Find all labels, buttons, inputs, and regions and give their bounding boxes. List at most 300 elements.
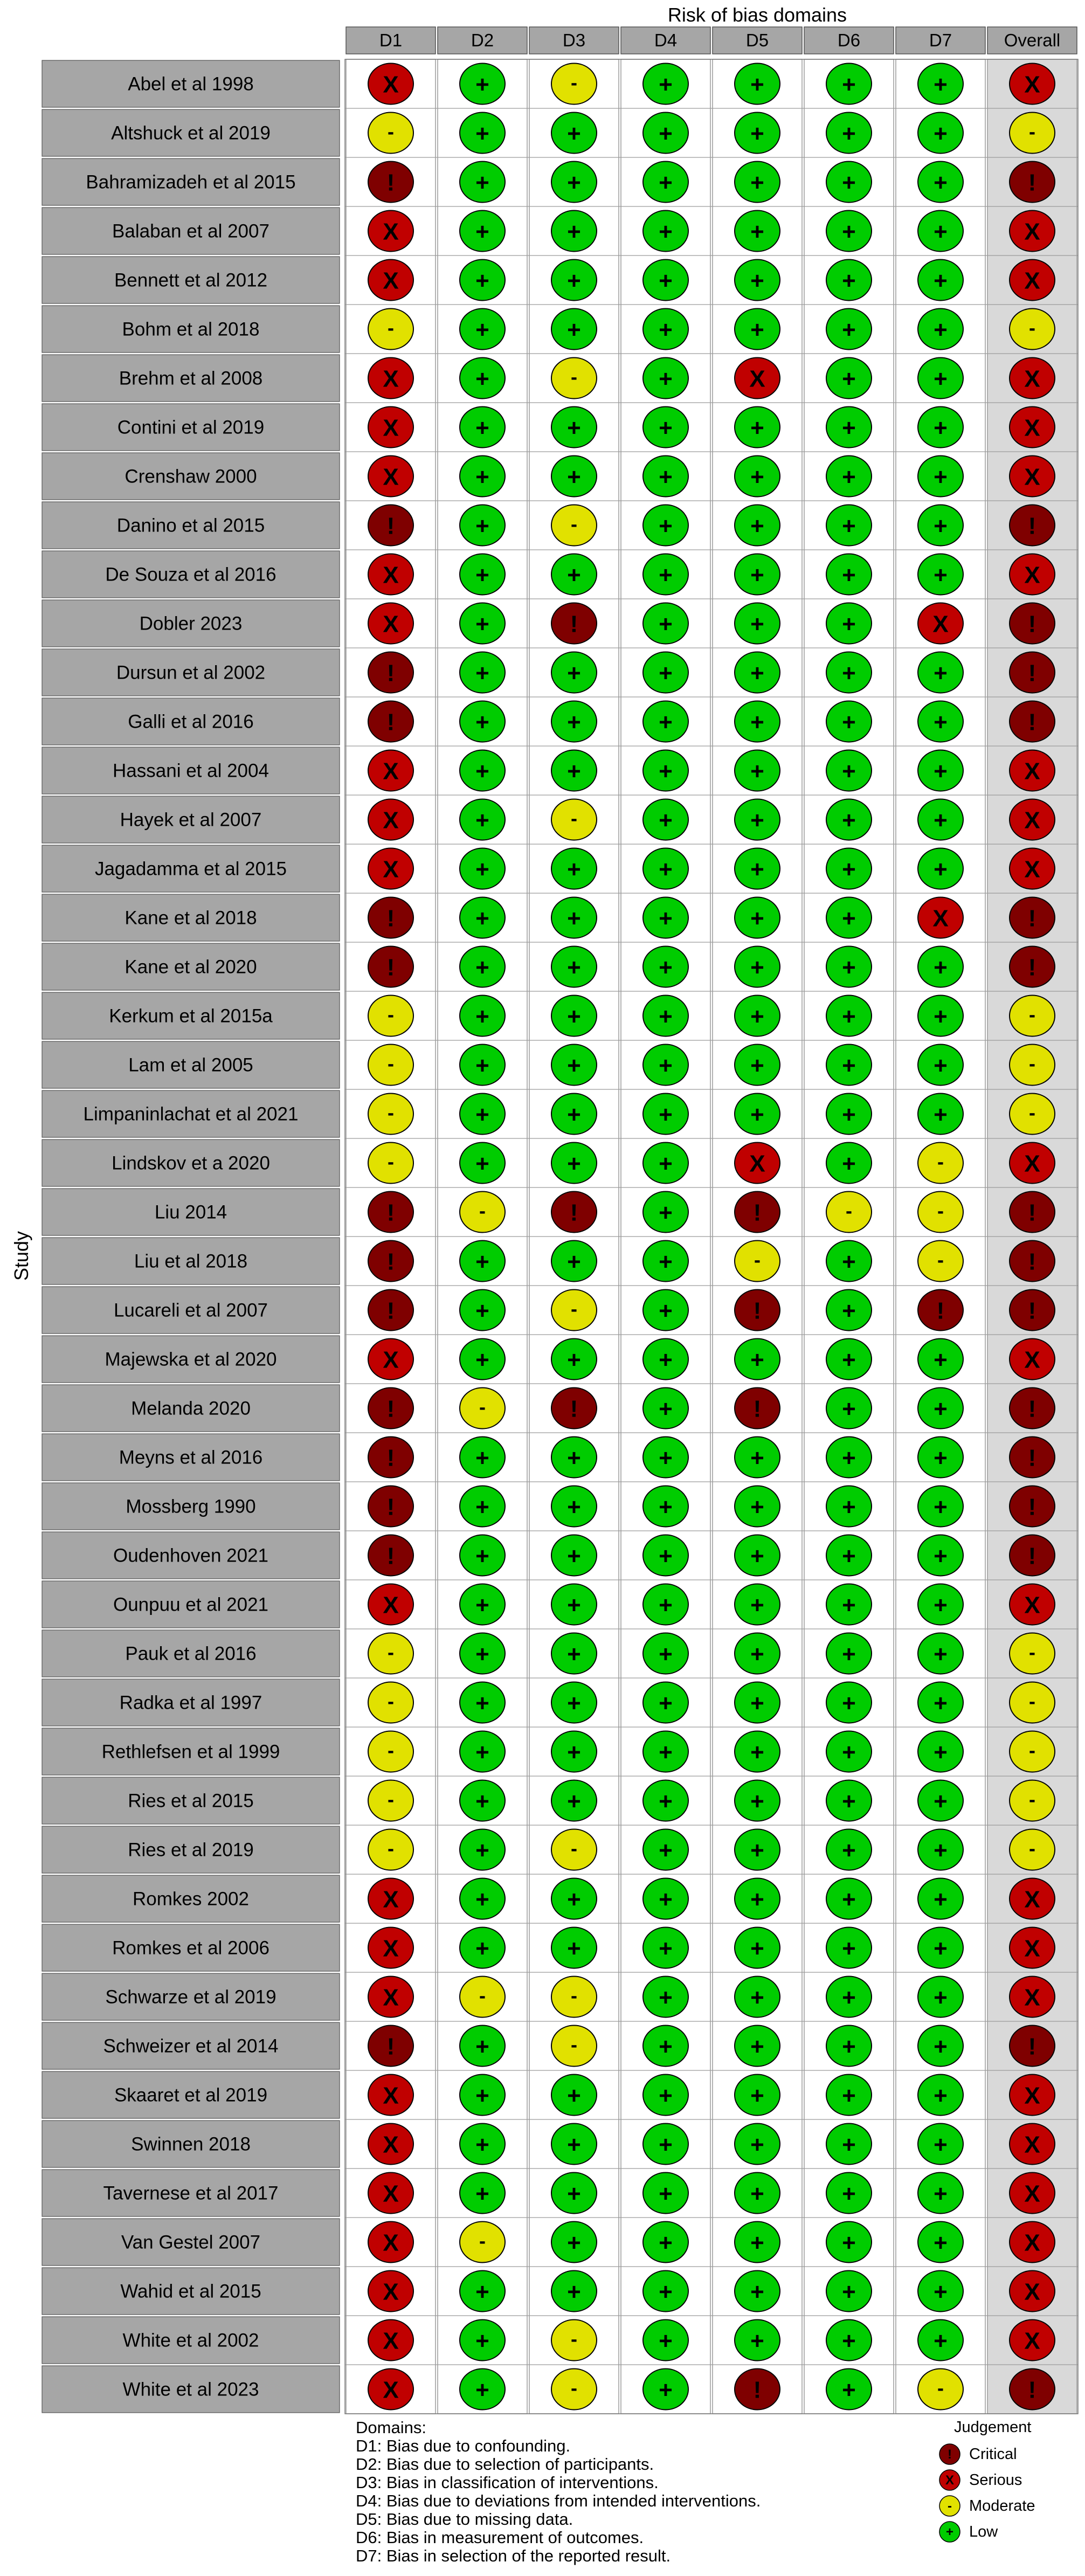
study-label: Hassani et al 2004	[113, 760, 269, 782]
rating-low-symbol: +	[567, 1445, 581, 1472]
rating-low-symbol: +	[934, 169, 948, 196]
rating-low-symbol: +	[842, 1248, 856, 1275]
rating-critical-symbol: !	[570, 1396, 578, 1422]
rating-low-symbol: +	[842, 1739, 856, 1766]
rating-low-symbol: +	[750, 1886, 764, 1913]
judgement-legend	[938, 2419, 1083, 2545]
rating-critical-symbol: !	[1028, 1396, 1036, 1422]
rating-low-symbol: +	[659, 1788, 673, 1815]
rating-low-symbol: +	[659, 1445, 673, 1472]
rating-critical-symbol: !	[936, 1297, 945, 1324]
rating-moderate-symbol: -	[937, 1248, 944, 1271]
study-label: Schweizer et al 2014	[103, 2035, 279, 2057]
rating-moderate-symbol: -	[571, 2377, 577, 2399]
rating-low-symbol: +	[659, 905, 673, 932]
rating-low-symbol: +	[567, 1248, 581, 1275]
rating-serious-symbol: X	[383, 2082, 399, 2109]
rating-low-symbol: +	[842, 1935, 856, 1962]
rating-low-symbol: +	[659, 1494, 673, 1521]
study-label: Mossberg 1990	[126, 1496, 256, 1517]
rating-critical-symbol: !	[1028, 1543, 1036, 1570]
rating-moderate-symbol: -	[1029, 1690, 1035, 1712]
rating-low-symbol: +	[567, 1346, 581, 1373]
rating-low-symbol: +	[659, 2082, 673, 2109]
rating-low-symbol: +	[934, 758, 948, 785]
rating-critical-symbol: !	[1028, 2033, 1036, 2060]
column-header-d5: D5	[745, 30, 769, 50]
rating-low-symbol: +	[475, 120, 489, 147]
rating-low-symbol: +	[659, 1248, 673, 1275]
judgement-legend-low	[938, 2519, 1083, 2545]
rating-critical-symbol: !	[386, 1494, 395, 1521]
rating-low-symbol: +	[842, 856, 856, 883]
rating-low-symbol: +	[934, 1788, 948, 1815]
rating-low-symbol: +	[750, 2033, 764, 2060]
study-label: Rethlefsen et al 1999	[101, 1741, 280, 1763]
rating-low-symbol: +	[750, 2328, 764, 2354]
study-label: White et al 2023	[122, 2379, 259, 2400]
rating-moderate-symbol: -	[571, 2033, 577, 2056]
rating-serious-symbol: X	[383, 807, 399, 834]
study-label: Bohm et al 2018	[122, 319, 260, 340]
study-label: De Souza et al 2016	[105, 564, 277, 585]
column-header-d1: D1	[379, 30, 403, 50]
rating-low-symbol: +	[659, 1052, 673, 1079]
rating-serious-symbol: X	[383, 1592, 399, 1619]
rating-moderate-symbol: -	[571, 71, 577, 94]
rating-low-symbol: +	[475, 954, 489, 981]
domains-legend-title: Domains:	[356, 2418, 426, 2437]
rating-low-symbol: +	[750, 2180, 764, 2207]
study-label: Romkes 2002	[133, 1888, 249, 1910]
rating-critical-symbol: !	[1028, 1248, 1036, 1275]
rating-critical-symbol: !	[386, 660, 395, 687]
rating-critical-symbol: !	[386, 169, 395, 196]
rating-serious-symbol: X	[383, 1984, 399, 2011]
rating-low-symbol: +	[659, 1592, 673, 1619]
rating-low-symbol: +	[475, 1935, 489, 1962]
rating-low-symbol: +	[475, 2180, 489, 2207]
rating-low-symbol: +	[842, 1788, 856, 1815]
rating-low-symbol: +	[567, 415, 581, 441]
rating-low-symbol: +	[567, 1641, 581, 1668]
column-header-overall: Overall	[1004, 30, 1061, 50]
rating-low-symbol: +	[842, 1641, 856, 1668]
rating-low-symbol: +	[750, 807, 764, 834]
study-label: Danino et al 2015	[116, 515, 265, 536]
rating-low-symbol: +	[567, 954, 581, 981]
domain-definition-d2: D2: Bias due to selection of participants.	[356, 2455, 654, 2474]
rating-low-symbol: +	[659, 218, 673, 245]
rating-low-symbol: +	[475, 1543, 489, 1570]
study-label: Melanda 2020	[131, 1398, 251, 1419]
rating-low-symbol: +	[750, 1052, 764, 1079]
rating-low-symbol: +	[842, 562, 856, 589]
rating-low-symbol: +	[475, 1494, 489, 1521]
rating-low-symbol: +	[842, 415, 856, 441]
rating-low-symbol: +	[842, 2180, 856, 2207]
rating-low-symbol: +	[934, 1739, 948, 1766]
rating-low-symbol: +	[475, 2377, 489, 2404]
rating-low-symbol: +	[475, 1346, 489, 1373]
rating-low-symbol: +	[934, 1396, 948, 1422]
rating-low-symbol: +	[475, 1837, 489, 1864]
rating-serious-symbol: X	[1024, 267, 1040, 294]
rating-low-symbol: +	[659, 1297, 673, 1324]
rating-serious-symbol: X	[383, 2229, 399, 2256]
rating-low-symbol: +	[842, 169, 856, 196]
rating-low-symbol: +	[659, 954, 673, 981]
rating-low-symbol: +	[842, 758, 856, 785]
study-label: Pauk et al 2016	[125, 1643, 257, 1665]
rating-serious-symbol: X	[932, 611, 949, 638]
rating-low-symbol: +	[567, 562, 581, 589]
study-label: Schwarze et al 2019	[105, 1986, 277, 2008]
rating-critical-symbol: !	[1028, 2377, 1036, 2404]
rating-critical-symbol: !	[386, 1543, 395, 1570]
rating-low-symbol: +	[659, 2180, 673, 2207]
rating-moderate-symbol: -	[937, 2377, 944, 2399]
judgement-legend-moderate	[938, 2493, 1083, 2519]
rating-low-symbol: +	[567, 1003, 581, 1030]
rating-serious-symbol: X	[1024, 2278, 1040, 2305]
rating-low-symbol: +	[842, 218, 856, 245]
rating-critical-symbol: !	[1028, 905, 1036, 932]
rating-serious-symbol: X	[383, 2377, 399, 2404]
rating-serious-symbol: X	[383, 415, 399, 441]
rating-low-symbol: +	[934, 365, 948, 392]
rating-low-symbol: +	[567, 120, 581, 147]
rating-low-symbol: +	[750, 415, 764, 441]
rating-low-symbol: +	[659, 2229, 673, 2256]
rating-low-symbol: +	[475, 1739, 489, 1766]
rating-low-symbol: +	[475, 513, 489, 540]
study-label: Ounpuu et al 2021	[113, 1594, 269, 1615]
rating-moderate-symbol: -	[479, 2229, 486, 2252]
rating-serious-symbol: X	[1024, 1984, 1040, 2011]
rating-low-symbol: +	[934, 267, 948, 294]
rating-low-symbol: +	[934, 464, 948, 491]
rating-serious-symbol: X	[749, 1150, 765, 1177]
rating-serious-symbol: X	[383, 2278, 399, 2305]
rating-low-symbol: +	[475, 807, 489, 834]
rating-low-symbol: +	[934, 71, 948, 98]
rating-moderate-symbol: -	[1029, 1837, 1035, 1860]
rating-low-symbol: +	[934, 1641, 948, 1668]
rating-low-symbol: +	[659, 1641, 673, 1668]
rating-serious-symbol: X	[1024, 1935, 1040, 1962]
rating-low-symbol: +	[659, 758, 673, 785]
rating-low-symbol: +	[659, 1150, 673, 1177]
study-label: Limpaninlachat et al 2021	[83, 1103, 299, 1125]
study-label: Galli et al 2016	[128, 711, 254, 733]
rating-serious-symbol: X	[1024, 856, 1040, 883]
rating-low-symbol: +	[475, 1788, 489, 1815]
rating-serious-symbol: X	[1024, 562, 1040, 589]
rating-low-symbol: +	[475, 1297, 489, 1324]
rating-low-symbol: +	[567, 316, 581, 343]
study-label: Jagadamma et al 2015	[94, 858, 287, 880]
rating-serious-symbol: X	[383, 2328, 399, 2354]
rating-low-symbol: +	[934, 2180, 948, 2207]
rating-serious-symbol: X	[383, 218, 399, 245]
rating-low-symbol: +	[567, 1052, 581, 1079]
study-label: Dobler 2023	[139, 613, 243, 634]
study-label: Altshuck et al 2019	[111, 122, 271, 144]
rating-low-symbol: +	[842, 1984, 856, 2011]
study-label: Lam et al 2005	[128, 1054, 253, 1076]
study-label: Swinnen 2018	[131, 2133, 251, 2155]
domain-definition-d1: D1: Bias due to confounding.	[356, 2436, 571, 2455]
rating-low-symbol: +	[842, 1101, 856, 1128]
study-label: Ries et al 2015	[128, 1790, 254, 1812]
svg-text:-: -	[948, 2499, 952, 2513]
rating-low-symbol: +	[475, 2033, 489, 2060]
rating-moderate-symbol: -	[571, 1984, 577, 2007]
rating-low-symbol: +	[659, 71, 673, 98]
column-header-d4: D4	[654, 30, 678, 50]
judgement-label-low: Low	[969, 2523, 998, 2540]
rating-low-symbol: +	[842, 1346, 856, 1373]
rating-moderate-symbol: -	[479, 1199, 486, 1222]
rating-low-symbol: +	[750, 954, 764, 981]
rating-low-symbol: +	[475, 169, 489, 196]
svg-text:!: !	[948, 2447, 952, 2462]
rating-low-symbol: +	[750, 660, 764, 687]
rating-moderate-symbol: -	[571, 513, 577, 535]
column-header-d6: D6	[837, 30, 861, 50]
rating-low-symbol: +	[842, 1150, 856, 1177]
rating-low-symbol: +	[750, 1346, 764, 1373]
study-label: Kerkum et al 2015a	[109, 1005, 273, 1027]
rating-low-symbol: +	[842, 660, 856, 687]
rating-critical-symbol: !	[386, 1297, 395, 1324]
plot-area	[42, 27, 1078, 2414]
rating-moderate-symbol: -	[1029, 120, 1035, 143]
rating-low-symbol: +	[842, 365, 856, 392]
rating-low-symbol: +	[567, 709, 581, 736]
rating-low-symbol: +	[659, 1396, 673, 1422]
judgement-legend-serious	[938, 2467, 1083, 2493]
study-label: Dursun et al 2002	[116, 662, 266, 683]
rating-low-symbol: +	[567, 2131, 581, 2158]
rating-low-symbol: +	[750, 1641, 764, 1668]
rating-low-symbol: +	[934, 1101, 948, 1128]
chart-title: Risk of bias domains	[667, 4, 847, 26]
rating-moderate-symbol: -	[479, 1984, 486, 2007]
rating-low-symbol: +	[934, 1494, 948, 1521]
rating-low-symbol: +	[475, 218, 489, 245]
rating-moderate-symbol: -	[1029, 1101, 1035, 1124]
rating-low-symbol: +	[842, 464, 856, 491]
rating-critical-symbol: !	[1028, 513, 1036, 540]
rating-serious-symbol: X	[383, 365, 399, 392]
rating-low-symbol: +	[842, 1494, 856, 1521]
rating-low-symbol: +	[842, 905, 856, 932]
rating-moderate-symbol: -	[846, 1199, 852, 1222]
rating-low-symbol: +	[842, 2377, 856, 2404]
rating-low-symbol: +	[934, 1935, 948, 1962]
rating-low-symbol: +	[750, 316, 764, 343]
rating-low-symbol: +	[475, 1003, 489, 1030]
rating-low-symbol: +	[475, 1641, 489, 1668]
rating-low-symbol: +	[659, 1003, 673, 1030]
rating-low-symbol: +	[659, 120, 673, 147]
rating-low-symbol: +	[750, 464, 764, 491]
study-label: Romkes et al 2006	[112, 1937, 269, 1959]
rating-low-symbol: +	[842, 1297, 856, 1324]
rating-low-symbol: +	[659, 1984, 673, 2011]
rating-moderate-symbol: -	[388, 1739, 394, 1762]
domain-definition-d4: D4: Bias due to deviations from intended interventions.	[356, 2491, 761, 2510]
rating-low-symbol: +	[842, 2131, 856, 2158]
rating-low-symbol: +	[475, 1690, 489, 1717]
rating-low-symbol: +	[842, 1592, 856, 1619]
rating-low-symbol: +	[567, 2278, 581, 2305]
rating-low-symbol: +	[934, 1984, 948, 2011]
rating-low-symbol: +	[750, 1494, 764, 1521]
judgement-legend-critical	[938, 2441, 1083, 2467]
rating-low-symbol: +	[475, 1101, 489, 1128]
rating-serious-symbol: X	[383, 856, 399, 883]
rating-low-symbol: +	[659, 1886, 673, 1913]
rating-serious-symbol: X	[383, 611, 399, 638]
y-axis-label: Study	[10, 1231, 32, 1281]
rating-low-symbol: +	[567, 1494, 581, 1521]
rating-moderate-symbol: -	[1029, 316, 1035, 339]
rating-critical-symbol: !	[386, 513, 395, 540]
rating-low-symbol: +	[750, 562, 764, 589]
rating-moderate-symbol: -	[571, 2328, 577, 2350]
rating-low-symbol: +	[750, 2278, 764, 2305]
rating-low-symbol: +	[567, 1592, 581, 1619]
rating-serious-symbol: X	[383, 1346, 399, 1373]
rating-low-symbol: +	[934, 2229, 948, 2256]
low-icon	[938, 2520, 962, 2544]
rating-low-symbol: +	[842, 513, 856, 540]
rating-low-symbol: +	[934, 1690, 948, 1717]
rating-low-symbol: +	[934, 513, 948, 540]
rating-serious-symbol: X	[1024, 1150, 1040, 1177]
rating-serious-symbol: X	[383, 1886, 399, 1913]
rating-moderate-symbol: -	[1029, 1788, 1035, 1811]
study-label: White et al 2002	[122, 2330, 259, 2351]
rating-low-symbol: +	[475, 464, 489, 491]
study-label: Bennett et al 2012	[114, 270, 268, 291]
rating-low-symbol: +	[475, 905, 489, 932]
rating-serious-symbol: X	[383, 2131, 399, 2158]
rating-moderate-symbol: -	[1029, 1052, 1035, 1075]
study-label: Liu 2014	[154, 1201, 227, 1223]
rating-moderate-symbol: -	[571, 807, 577, 830]
rating-low-symbol: +	[842, 1003, 856, 1030]
rating-moderate-symbol: -	[479, 1396, 486, 1418]
rating-low-symbol: +	[750, 1592, 764, 1619]
study-label: Skaaret et al 2019	[114, 2084, 268, 2106]
rating-moderate-symbol: -	[754, 1248, 761, 1271]
rating-critical-symbol: !	[753, 1297, 762, 1324]
rating-low-symbol: +	[750, 2131, 764, 2158]
study-label: Meyns et al 2016	[119, 1447, 263, 1468]
rating-low-symbol: +	[475, 562, 489, 589]
rating-low-symbol: +	[659, 562, 673, 589]
rating-low-symbol: +	[659, 365, 673, 392]
rating-serious-symbol: X	[1024, 1886, 1040, 1913]
rating-low-symbol: +	[934, 807, 948, 834]
domain-definition-d7: D7: Bias in selection of the reported result.	[356, 2546, 671, 2565]
rating-low-symbol: +	[567, 1886, 581, 1913]
svg-text:+: +	[945, 2525, 954, 2539]
rating-low-symbol: +	[567, 1543, 581, 1570]
rating-low-symbol: +	[659, 807, 673, 834]
domain-definition-d6: D6: Bias in measurement of outcomes.	[356, 2528, 644, 2547]
rating-moderate-symbol: -	[571, 1837, 577, 1860]
rating-serious-symbol: X	[1024, 2082, 1040, 2109]
rating-moderate-symbol: -	[388, 1101, 394, 1124]
rating-low-symbol: +	[659, 2377, 673, 2404]
rating-low-symbol: +	[750, 2082, 764, 2109]
rating-low-symbol: +	[659, 513, 673, 540]
rating-low-symbol: +	[842, 1396, 856, 1422]
rating-low-symbol: +	[659, 1346, 673, 1373]
rating-low-symbol: +	[934, 660, 948, 687]
rating-low-symbol: +	[567, 464, 581, 491]
rating-low-symbol: +	[750, 1101, 764, 1128]
rating-low-symbol: +	[750, 1690, 764, 1717]
rating-low-symbol: +	[842, 120, 856, 147]
study-label: Oudenhoven 2021	[113, 1545, 269, 1566]
rating-low-symbol: +	[659, 2278, 673, 2305]
rating-low-symbol: +	[750, 856, 764, 883]
rating-low-symbol: +	[567, 1101, 581, 1128]
column-header-d3: D3	[562, 30, 586, 50]
rating-low-symbol: +	[750, 1445, 764, 1472]
rating-low-symbol: +	[659, 1199, 673, 1226]
rating-low-symbol: +	[567, 1739, 581, 1766]
rating-critical-symbol: !	[570, 1199, 578, 1226]
rating-low-symbol: +	[475, 660, 489, 687]
study-label: Majewska et al 2020	[105, 1349, 277, 1370]
rating-low-symbol: +	[750, 2229, 764, 2256]
rating-low-symbol: +	[750, 1984, 764, 2011]
rating-serious-symbol: X	[932, 905, 949, 932]
rating-low-symbol: +	[842, 1837, 856, 1864]
rating-serious-symbol: X	[1024, 464, 1040, 491]
rating-low-symbol: +	[475, 71, 489, 98]
rating-low-symbol: +	[750, 611, 764, 638]
judgement-label-moderate: Moderate	[969, 2497, 1035, 2515]
rating-low-symbol: +	[475, 709, 489, 736]
rating-low-symbol: +	[842, 316, 856, 343]
rating-low-symbol: +	[934, 1052, 948, 1079]
rating-low-symbol: +	[567, 169, 581, 196]
rating-critical-symbol: !	[1028, 1297, 1036, 1324]
rating-low-symbol: +	[659, 2033, 673, 2060]
rating-critical-symbol: !	[570, 611, 578, 638]
rating-low-symbol: +	[659, 415, 673, 441]
rating-low-symbol: +	[842, 1690, 856, 1717]
rating-low-symbol: +	[659, 1935, 673, 1962]
rating-low-symbol: +	[750, 1543, 764, 1570]
rating-critical-symbol: !	[386, 709, 395, 736]
rating-low-symbol: +	[842, 709, 856, 736]
rating-low-symbol: +	[842, 1543, 856, 1570]
rating-low-symbol: +	[842, 1445, 856, 1472]
rating-critical-symbol: !	[753, 2377, 762, 2404]
rating-low-symbol: +	[567, 2082, 581, 2109]
study-label: Contini et al 2019	[117, 417, 265, 438]
rating-serious-symbol: X	[1024, 415, 1040, 441]
